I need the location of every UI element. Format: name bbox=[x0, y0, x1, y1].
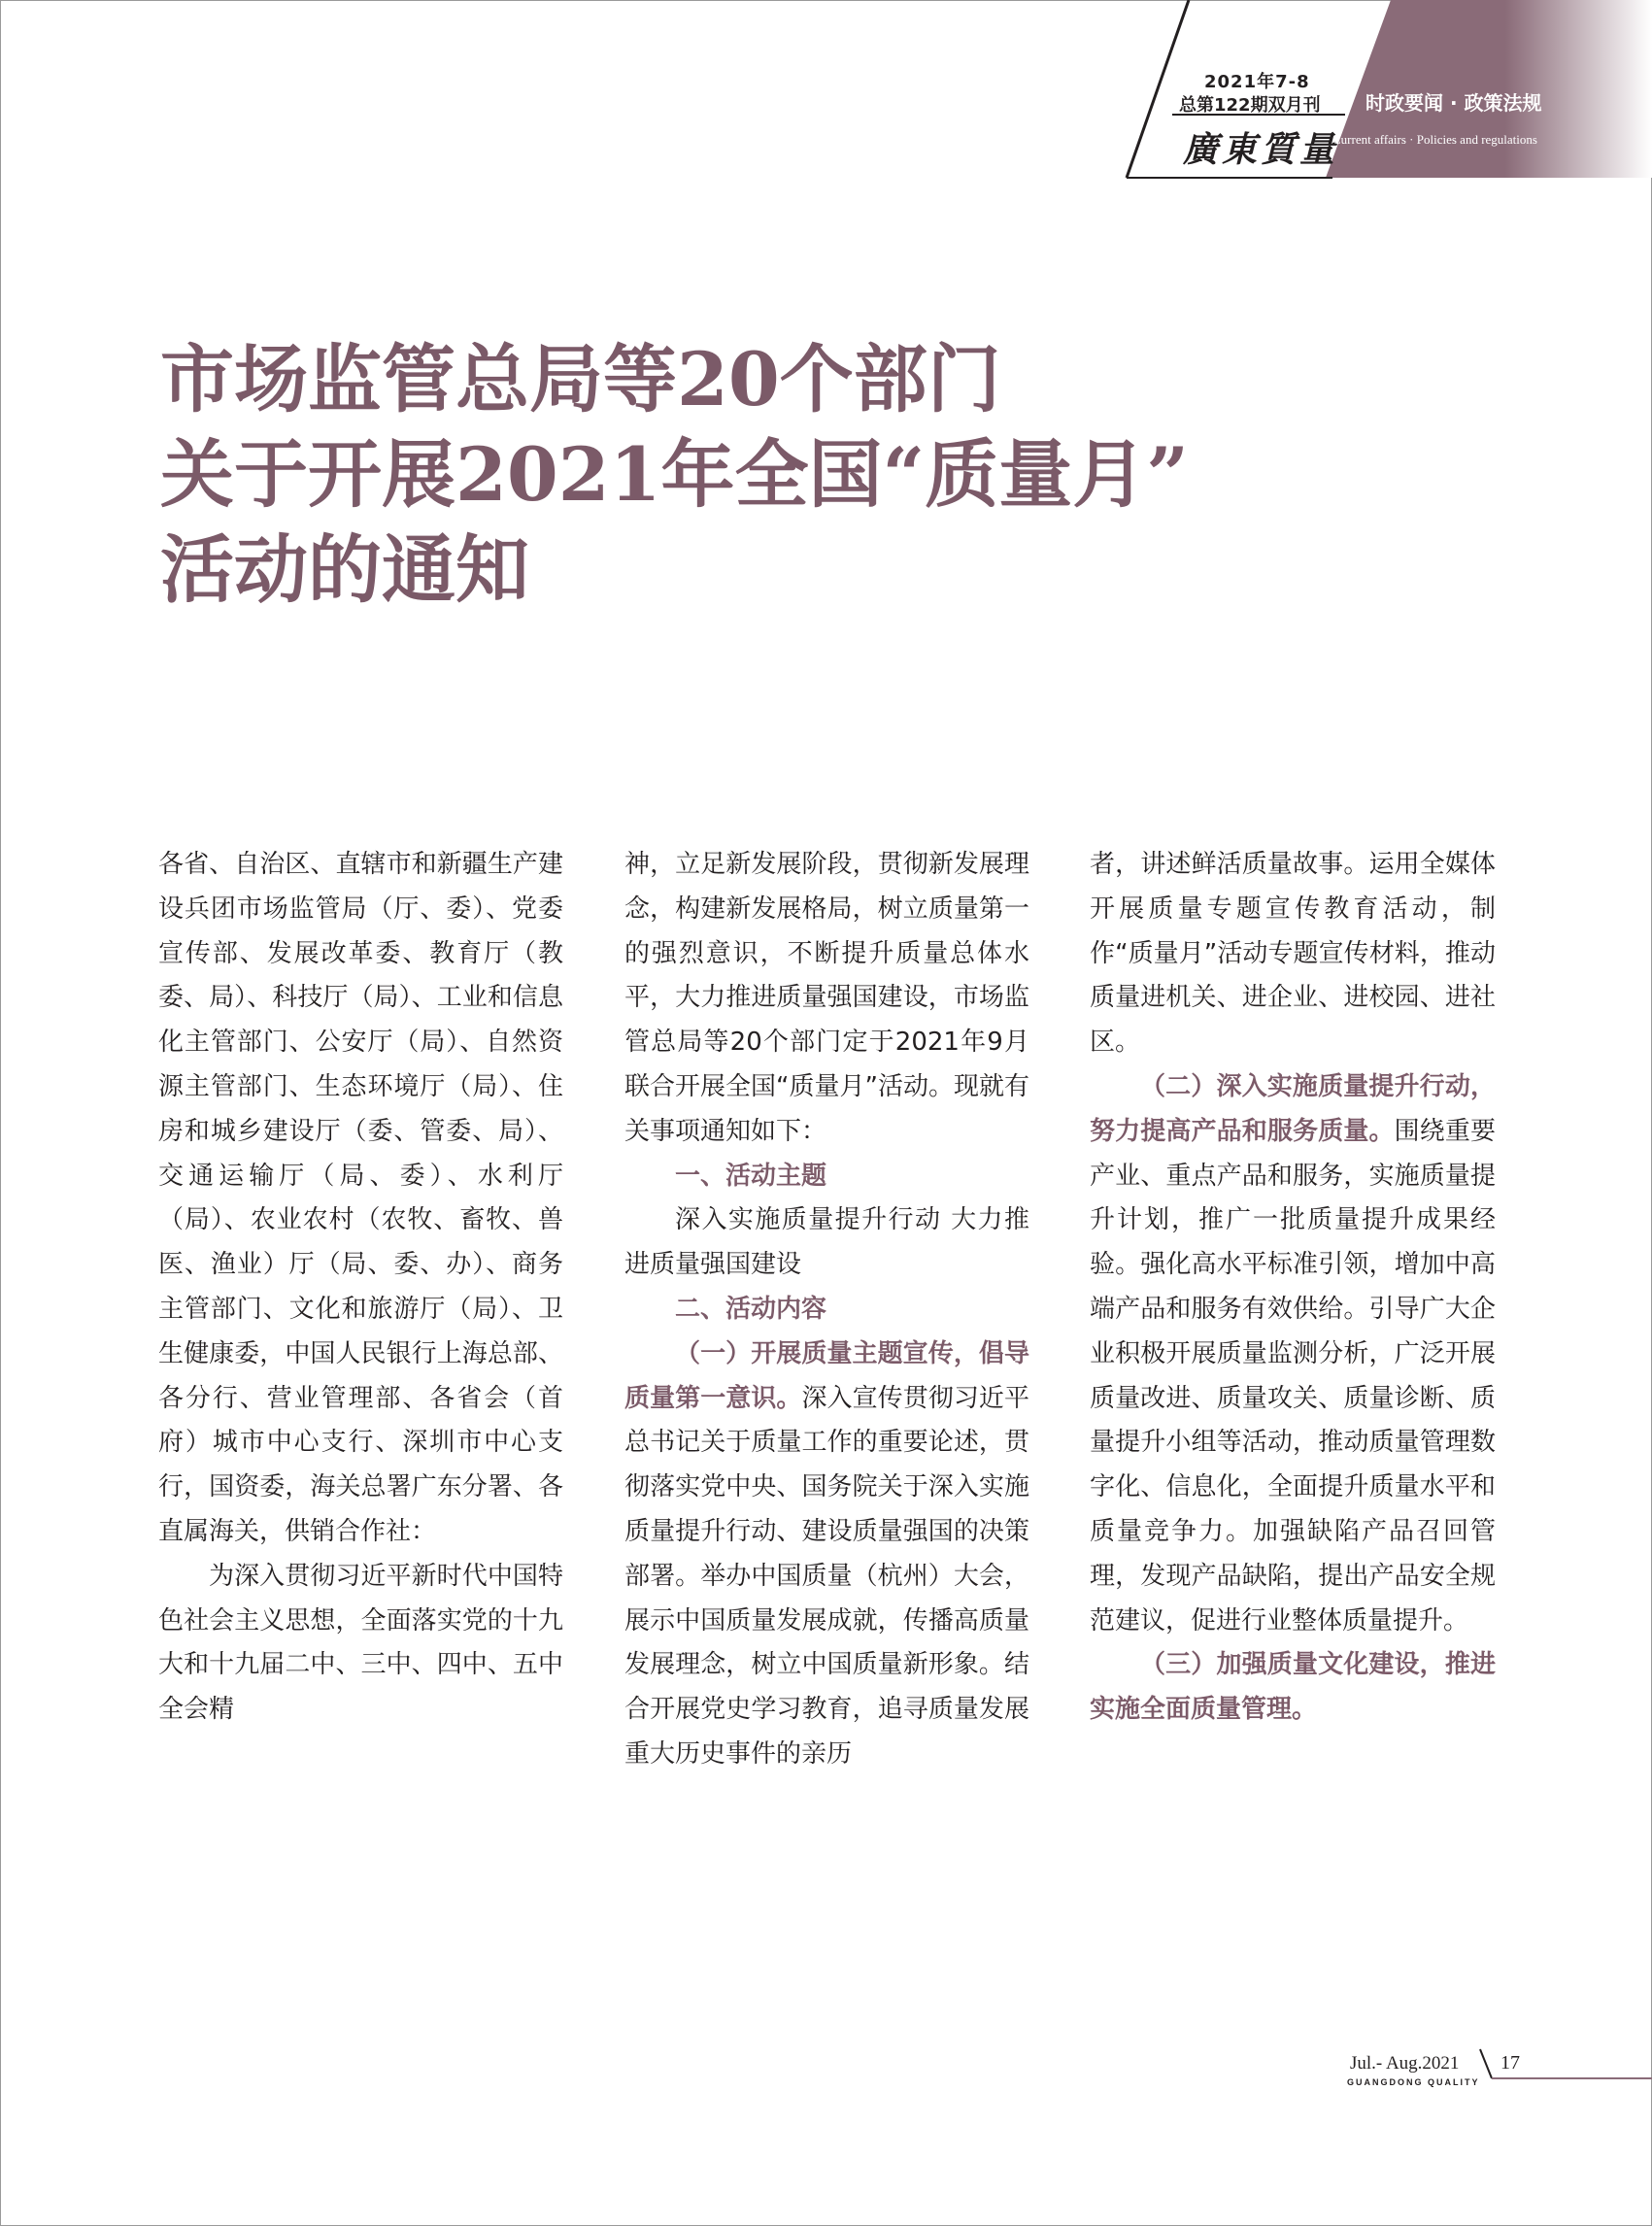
subsection-1-continued: 者，讲述鲜活质量故事。运用全媒体开展质量专题宣传教育活动，制作“质量月”活动专题宣传材料，推动质量进机关、进企业、进校园、进社区。 bbox=[1090, 850, 1496, 1058]
section-heading-theme: 一、活动主题 bbox=[675, 1161, 827, 1191]
header-diagonal-rule bbox=[1127, 0, 1189, 178]
subsection-2-title: （二）深入实施质量提升行动，努力提高产品和服务质量。 bbox=[1090, 1071, 1496, 1146]
magazine-logo: 廣東質量 bbox=[1183, 129, 1339, 170]
footer-issue: Jul.- Aug.2021 bbox=[1350, 2053, 1460, 2074]
subsection-2-paragraph bbox=[1090, 1065, 1496, 1643]
issue-number: 总第122期双月刊 bbox=[1179, 95, 1321, 116]
footer-slash bbox=[1480, 2049, 1492, 2078]
title-line-1: 市场监管总局等20个部门 bbox=[160, 336, 1001, 422]
subsection-3-title: （三）加强质量文化建设，推进实施全面质量管理。 bbox=[1090, 1650, 1496, 1725]
addressee-paragraph: 各省、自治区、直辖市和新疆生产建设兵团市场监管局（厅、委）、党委宣传部、发展改革委、教育厅（教委、局）、科技厅（局）、工业和信息化主管部门、公安厅（局）、自然资源主管部门、生态环境厅（局）、住房和城乡建设厅（委、管委、局）、交通运输厅（局、委）、水利厅（局）、农业农村（农牧、畜牧、兽医、渔业）厅（局、委、办）、商务主管部门、文化和旅游厅（局）、卫生健康委，中国人民银行上海总部、各分行、营业管理部、各省会（首府）城市中心支行、深圳市中心支行，国资委，海关总署广东分署、各直属海关，供销合作社： bbox=[158, 850, 563, 1546]
title-line-3: 活动的通知 bbox=[160, 526, 529, 613]
article-title bbox=[160, 332, 1189, 618]
page-number: 17 bbox=[1500, 2052, 1520, 2074]
intro-paragraph: 为深入贯彻习近平新时代中国特色社会主义思想，全面落实党的十九大和十九届二中、三中、四中、五中全会精 bbox=[158, 1561, 563, 1725]
body-column-1 bbox=[158, 843, 563, 1733]
subsection-2-body: 围绕重要产业、重点产品和服务，实施质量提升计划，推广一批质量提升成果经验。强化高水平标准引领，增加中高端产品和服务有效供给。引导广大企业积极开展质量监测分析，广泛开展质量改进、质量攻关、质量诊断、质量提升小组等活动，推动质量管理数字化、信息化，全面提升质量水平和质量竞争力。加强缺陷产品召回管理，发现产品缺陷，提出产品安全规范建议，促进行业整体质量提升。 bbox=[1090, 1116, 1496, 1636]
subsection-1-paragraph bbox=[624, 1332, 1029, 1777]
subsection-1-title: （一）开展质量主题宣传，倡导质量第一意识。 bbox=[624, 1338, 1029, 1413]
subsection-1-body: 深入宣传贯彻习近平总书记关于质量工作的重要论述，贯彻落实党中央、国务院关于深入实施质量提升行动、建设质量强国的决策部署。举办中国质量（杭州）大会，展示中国质量发展成就，传播高质量发展理念，树立中国质量新形象。结合开展党史学习教育，追寻质量发展重大历史事件的亲历 bbox=[624, 1383, 1029, 1769]
body-column-2 bbox=[624, 843, 1029, 1777]
issue-date: 2021年7-8 bbox=[1204, 72, 1310, 92]
title-line-2: 关于开展2021年全国“质量月” bbox=[160, 431, 1189, 518]
theme-paragraph: 深入实施质量提升行动 大力推进质量强国建设 bbox=[624, 1205, 1029, 1280]
footer-brand: GUANGDONG QUALITY bbox=[1347, 2077, 1480, 2087]
section-title: 时政要闻 · 政策法规 bbox=[1365, 91, 1542, 115]
section-heading-content: 二、活动内容 bbox=[675, 1294, 827, 1324]
subsection-3-paragraph bbox=[1090, 1643, 1496, 1733]
body-column-3 bbox=[1090, 843, 1496, 1733]
intro-continued-paragraph: 神，立足新发展阶段，贯彻新发展理念，构建新发展格局，树立质量第一的强烈意识，不断提升质量总体水平，大力推进质量强国建设，市场监管总局等20个部门定于2021年9月联合开展全国“质量月”活动。现就有关事项通知如下： bbox=[624, 850, 1029, 1146]
section-title-en: Current affairs · Policies and regulations bbox=[1332, 132, 1537, 147]
